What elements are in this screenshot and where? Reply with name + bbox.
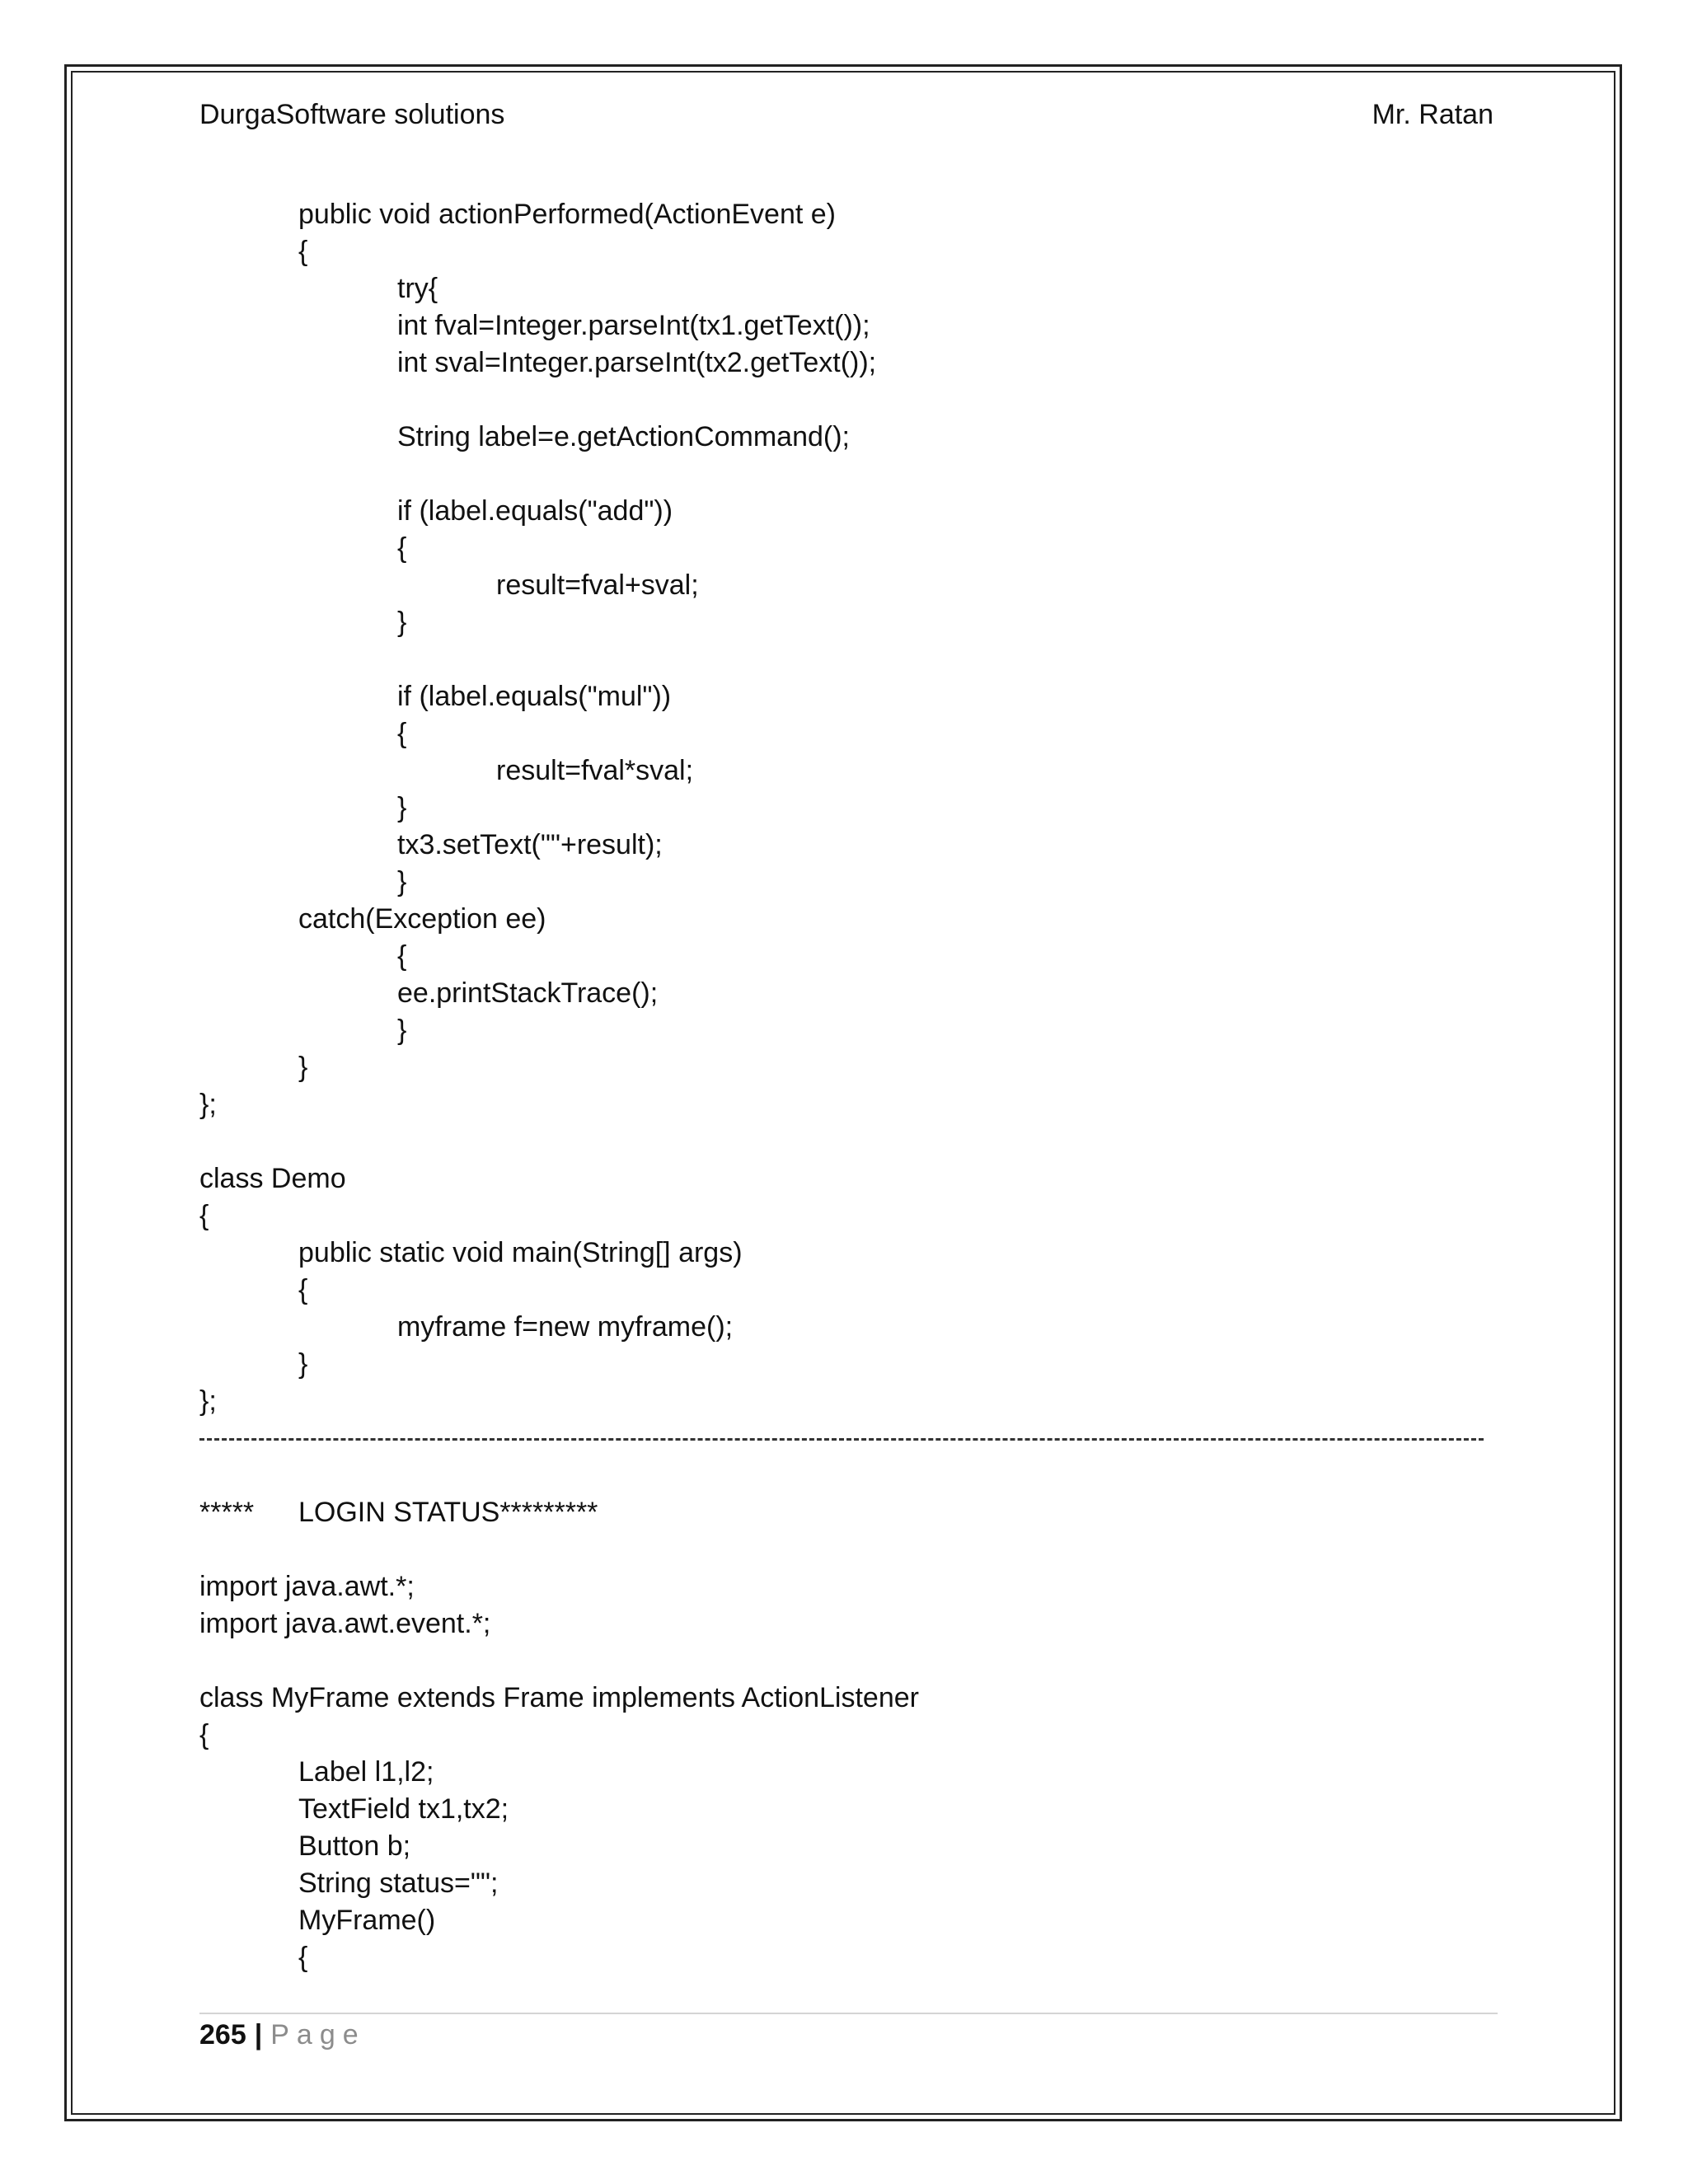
code-line: try{	[397, 273, 438, 304]
code-line: {	[199, 1200, 209, 1231]
code-line: ee.printStackTrace();	[397, 977, 659, 1009]
code-line: {	[397, 532, 407, 564]
code-line: public static void main(String[] args)	[298, 1237, 743, 1268]
code-line: };	[199, 1089, 217, 1120]
code-line: {	[298, 1942, 308, 1973]
code-line: class Demo	[199, 1163, 346, 1194]
code-line: {	[298, 236, 308, 267]
code-line: }	[397, 1015, 407, 1046]
code-line: if (label.equals("add"))	[397, 495, 673, 527]
section-divider	[199, 1420, 1502, 1457]
code-line: import java.awt.*;	[199, 1571, 415, 1602]
code-listing	[199, 196, 1502, 1976]
section-heading	[199, 1494, 1502, 1531]
code-line: MyFrame()	[298, 1905, 436, 1936]
code-line: catch(Exception ee)	[298, 903, 546, 935]
code-line	[199, 382, 1502, 419]
blank-line	[199, 1531, 1502, 1568]
code-line: String status="";	[298, 1868, 499, 1899]
code-line: {	[199, 1719, 209, 1750]
code-line: {	[397, 718, 407, 749]
code-line	[199, 641, 1502, 678]
code-line: public void actionPerformed(ActionEvent e)	[298, 199, 836, 230]
code-line: import java.awt.event.*;	[199, 1608, 491, 1639]
code-line: int sval=Integer.parseInt(tx2.getText());	[397, 347, 877, 378]
code-line: Label l1,l2;	[298, 1756, 434, 1788]
code-line	[199, 1123, 1502, 1160]
code-line	[199, 456, 1502, 493]
code-line: myframe f=new myframe();	[397, 1311, 734, 1343]
code-line: tx3.setText(""+result);	[397, 829, 663, 860]
code-line: String label=e.getActionCommand();	[397, 421, 850, 452]
code-line: }	[397, 866, 407, 898]
code-line: TextField tx1,tx2;	[298, 1793, 509, 1825]
code-line: {	[397, 940, 407, 972]
page-header	[199, 99, 1493, 137]
header-author: Mr. Ratan	[1372, 99, 1493, 130]
page-label: Page	[270, 2019, 366, 2050]
code-line: }	[397, 607, 407, 638]
code-line: int fval=Integer.parseInt(tx1.getText());	[397, 310, 870, 341]
code-line: if (label.equals("mul"))	[397, 681, 672, 712]
footer-separator: |	[254, 2019, 263, 2050]
code-line: class MyFrame extends Frame implements ActionListener	[199, 1682, 919, 1713]
code-line: result=fval+sval;	[496, 569, 699, 601]
code-line: {	[298, 1274, 308, 1305]
code-line	[199, 1643, 1502, 1680]
page-footer	[199, 2016, 366, 2054]
code-line: result=fval*sval;	[496, 755, 694, 786]
blank-line	[199, 1457, 1502, 1494]
code-line: };	[199, 1385, 217, 1417]
code-line: Button b;	[298, 1830, 411, 1862]
page-number: 265	[199, 2019, 246, 2050]
footer-rule	[199, 2013, 1498, 2014]
code-line: }	[397, 792, 407, 823]
code-line: }	[298, 1348, 308, 1380]
header-company: DurgaSoftware solutions	[199, 99, 505, 130]
code-line: }	[298, 1052, 308, 1083]
heading-stars: *****	[199, 1497, 255, 1528]
heading-title: LOGIN STATUS*********	[298, 1497, 598, 1528]
